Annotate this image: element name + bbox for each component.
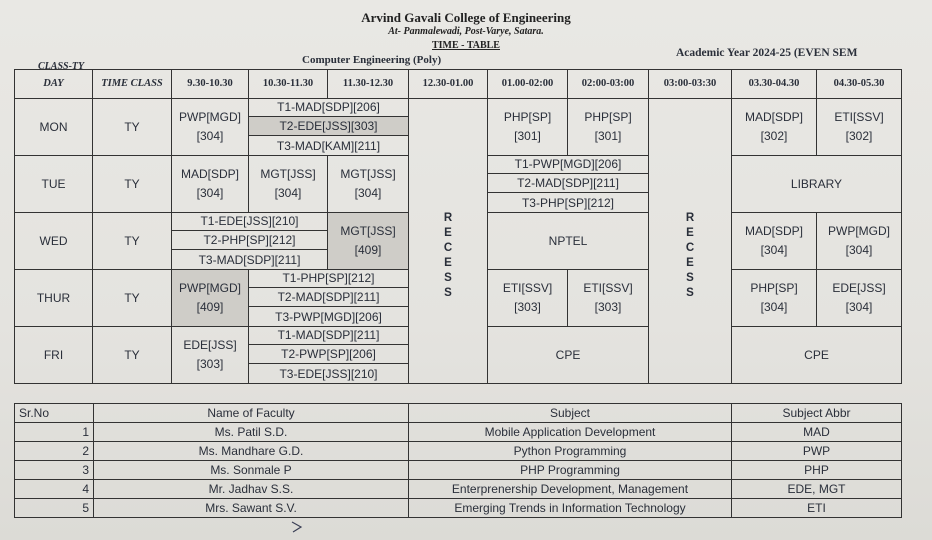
faculty-row-srno: 4 <box>14 479 94 499</box>
thur-slot-5: ETI[SSV] [303] <box>487 269 568 327</box>
class-tue: TY <box>92 155 172 213</box>
faculty-row-subject: Python Programming <box>408 441 732 461</box>
class-fri: TY <box>92 326 172 384</box>
faculty-row-srno: 3 <box>14 460 94 480</box>
fri-batch-t2: T2-PWP[SP][206] <box>249 345 408 364</box>
document-title: TIME - TABLE <box>432 40 500 51</box>
tue-slot-3: MGT[JSS] [304] <box>327 155 409 213</box>
faculty-row-name: Ms. Sonmale P <box>93 460 409 480</box>
col-day-header: DAY <box>14 69 93 99</box>
faculty-row-name: Mrs. Sawant S.V. <box>93 498 409 518</box>
faculty-row-srno: 5 <box>14 498 94 518</box>
day-thur: THUR <box>14 269 93 327</box>
col-slot-1: 9.30-10.30 <box>171 69 249 99</box>
faculty-header-name: Name of Faculty <box>93 403 409 423</box>
tue-batch-t2: T2-MAD[SDP][211] <box>488 174 648 193</box>
mon-batch-t3: T3-MAD[KAM][211] <box>276 138 381 153</box>
thur-slot-8: PHP[SP] [304] <box>731 269 817 327</box>
faculty-row-subject: Mobile Application Development <box>408 422 732 442</box>
faculty-row-subject: PHP Programming <box>408 460 732 480</box>
tue-batch-t1: T1-PWP[MGD][206] <box>488 155 648 174</box>
tue-library: LIBRARY <box>731 155 902 213</box>
thur-slot-1: PWP[MGD] [409] <box>171 269 249 327</box>
faculty-row-name: Mr. Jadhav S.S. <box>93 479 409 499</box>
thur-batch-t1: T1-PHP[SP][212] <box>249 269 408 288</box>
fri-slot-1: EDE[JSS] [303] <box>171 326 249 384</box>
faculty-row-abbr: MAD <box>731 422 902 442</box>
faculty-header-abbr: Subject Abbr <box>731 403 902 423</box>
faculty-header-subject: Subject <box>408 403 732 423</box>
day-fri: FRI <box>14 326 93 384</box>
department-name: Computer Engineering (Poly) <box>302 54 442 66</box>
faculty-row-name: Ms. Patil S.D. <box>93 422 409 442</box>
class-label: CLASS-TY <box>38 61 85 72</box>
fri-cpe-evening: CPE <box>731 326 902 384</box>
fri-batch-t3: T3-EDE[JSS][210] <box>279 366 378 381</box>
faculty-row-abbr: PWP <box>731 441 902 461</box>
wed-batch-t1: T1-EDE[JSS][210] <box>172 212 327 231</box>
thur-batch-t2: T2-MAD[SDP][211] <box>249 288 408 307</box>
wed-nptel: NPTEL <box>487 212 649 270</box>
college-address: At- Panmalewadi, Post-Varye, Satara. <box>388 26 544 37</box>
faculty-row-srno: 2 <box>14 441 94 461</box>
academic-year: Academic Year 2024-25 (EVEN SEM <box>676 47 858 59</box>
faculty-row-srno: 1 <box>14 422 94 442</box>
wed-batch-t3: T3-MAD[SDP][211] <box>198 252 301 267</box>
mon-batch-t2: T2-EDE[JSS][303] <box>249 117 408 136</box>
fri-batch-t1: T1-MAD[SDP][211] <box>249 326 408 345</box>
col-slot-6: 02:00-03:00 <box>567 69 649 99</box>
fri-cpe-afternoon: CPE <box>487 326 649 384</box>
col-slot-3: 11.30-12.30 <box>327 69 409 99</box>
wed-batch-t2: T2-PHP[SP][212] <box>172 231 327 250</box>
mon-slot-5: PHP[SP] [301] <box>487 98 568 156</box>
faculty-row-abbr: EDE, MGT <box>731 479 902 499</box>
col-slot-7: 03:00-03:30 <box>648 69 732 99</box>
col-slot-2: 10.30-11.30 <box>248 69 328 99</box>
thur-slot-9: EDE[JSS] [304] <box>816 269 902 327</box>
wed-slot-9: PWP[MGD] [304] <box>816 212 902 270</box>
tue-slot-1: MAD[SDP] [304] <box>171 155 249 213</box>
mon-slot-9: ETI[SSV] [302] <box>816 98 902 156</box>
day-tue: TUE <box>14 155 93 213</box>
mon-slot-6: PHP[SP] [301] <box>567 98 649 156</box>
faculty-row-subject: Emerging Trends in Information Technology <box>408 498 732 518</box>
col-slot-4: 12.30-01.00 <box>408 69 488 99</box>
recess-column-1: R E C E S S <box>408 98 488 384</box>
wed-slot-8: MAD[SDP] [304] <box>731 212 817 270</box>
faculty-row-abbr: ETI <box>731 498 902 518</box>
class-wed: TY <box>92 212 172 270</box>
faculty-row-name: Ms. Mandhare G.D. <box>93 441 409 461</box>
pen-mark-icon <box>290 520 304 534</box>
wed-slot-3: MGT[JSS] [409] <box>327 212 409 270</box>
mon-slot-1: PWP[MGD] [304] <box>171 98 249 156</box>
thur-batch-t3: T3-PWP[MGD][206] <box>275 309 382 324</box>
faculty-header-srno: Sr.No <box>14 403 94 423</box>
class-thur: TY <box>92 269 172 327</box>
day-mon: MON <box>14 98 93 156</box>
class-mon: TY <box>92 98 172 156</box>
tue-slot-2: MGT[JSS] [304] <box>248 155 328 213</box>
col-slot-5: 01.00-02:00 <box>487 69 568 99</box>
faculty-row-abbr: PHP <box>731 460 902 480</box>
college-name: Arvind Gavali College of Engineering <box>361 10 571 25</box>
thur-slot-6: ETI[SSV] [303] <box>567 269 649 327</box>
mon-slot-8: MAD[SDP] [302] <box>731 98 817 156</box>
recess-column-2: R E C E S S <box>648 98 732 384</box>
faculty-row-subject: Enterprenership Development, Management <box>408 479 732 499</box>
col-slot-8: 03.30-04.30 <box>731 69 817 99</box>
col-slot-9: 04.30-05.30 <box>816 69 902 99</box>
day-wed: WED <box>14 212 93 270</box>
tue-batch-t3: T3-PHP[SP][212] <box>521 195 615 210</box>
col-time-class-header: TIME CLASS <box>92 69 172 99</box>
mon-batch-t1: T1-MAD[SDP][206] <box>249 98 408 117</box>
